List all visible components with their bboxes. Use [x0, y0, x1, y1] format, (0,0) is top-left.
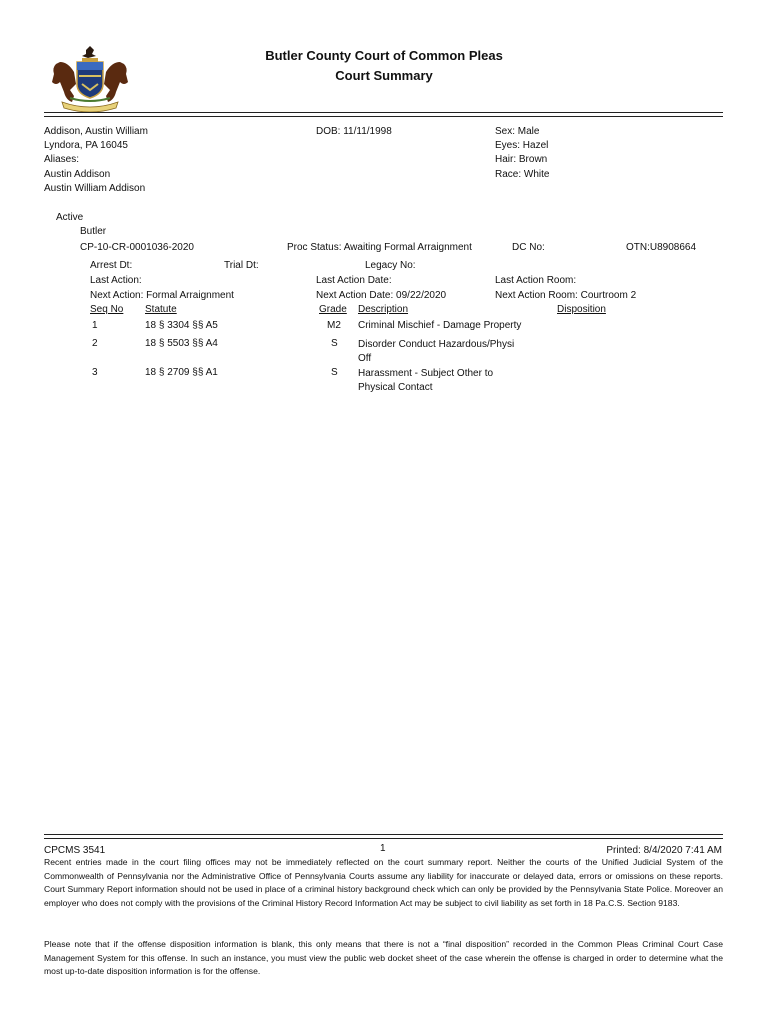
charge-grade: S [331, 367, 338, 378]
last-action-date: Last Action Date: [316, 275, 392, 286]
trial-date: Trial Dt: [224, 260, 259, 271]
charge-grade: M2 [327, 320, 341, 331]
arrest-date: Arrest Dt: [90, 260, 133, 271]
report-title: Court Summary [335, 68, 433, 83]
docket-number: CP-10-CR-0001036-2020 [80, 242, 194, 253]
charge-statute: 18 § 2709 §§ A1 [145, 367, 218, 378]
defendant-name: Addison, Austin William [44, 126, 148, 137]
footer-divider-bottom [44, 838, 723, 839]
dc-number: DC No: [512, 242, 545, 253]
col-header-seq: Seq No [90, 304, 124, 315]
page-number: 1 [380, 843, 386, 854]
charge-description-cont: Physical Contact [358, 382, 433, 393]
alias-item: Austin Addison [44, 169, 111, 180]
disclaimer-paragraph: Recent entries made in the court filing offices may not be immediately reflected on the court summary report. Neither the courts of the Unified Judicial System of the Commonwealth of Pennsylvania nor the Administrative Office of Pennsylvania Courts assume any liability for inaccurate or delayed data, errors or omissions on these reports. Court Summary Report information should not be used in place of a criminal history background check which can only be provided by the Pennsylvania State Police. Moreover an employer who does not comply with the provisions of the Criminal History Record Information Act may be subject to civil liability as set forth in 18 Pa.C.S. Section 9183. [44, 857, 723, 908]
charge-seq: 3 [92, 367, 98, 378]
legacy-number: Legacy No: [365, 260, 416, 271]
col-header-grade: Grade [319, 304, 347, 315]
footer-divider-top [44, 834, 723, 835]
proc-status: Proc Status: Awaiting Formal Arraignment [287, 242, 472, 253]
court-name: Butler County Court of Common Pleas [265, 48, 503, 63]
status-section: Active [56, 212, 84, 223]
charge-grade: S [331, 338, 338, 349]
charge-description-cont: Off [358, 353, 372, 364]
col-header-description: Description [358, 304, 409, 315]
eyes: Eyes: Hazel [495, 140, 549, 151]
header-divider-bottom [44, 116, 723, 117]
header-divider-top [44, 112, 723, 113]
charge-seq: 1 [92, 320, 98, 331]
otn-number: OTN:U8908664 [626, 242, 697, 253]
form-id: CPCMS 3541 [44, 845, 106, 856]
next-action-room: Next Action Room: Courtroom 2 [495, 290, 637, 301]
charge-statute: 18 § 5503 §§ A4 [145, 338, 218, 349]
col-header-disposition: Disposition [557, 304, 606, 315]
county-name: Butler [80, 226, 107, 237]
col-header-statute: Statute [145, 304, 177, 315]
next-action: Next Action: Formal Arraignment [90, 290, 234, 301]
printed-timestamp: Printed: 8/4/2020 7:41 AM [606, 845, 722, 856]
charge-description: Disorder Conduct Hazardous/Physi [358, 339, 515, 350]
sex: Sex: Male [495, 126, 540, 137]
dob: DOB: 11/11/1998 [316, 126, 392, 137]
disposition-note-paragraph: Please note that if the offense disposition information is blank, this only means that there is not a “final disposition” recorded in the Common Pleas Criminal Court Case Management System for this offense. In such an instance, you must view the public web docket sheet of the case wherein the offense is charged in order to determine what the most up-to-date disposition information is for the offense. [44, 939, 723, 977]
race: Race: White [495, 169, 550, 180]
aliases-label: Aliases: [44, 154, 80, 165]
defendant-address: Lyndora, PA 16045 [44, 140, 128, 151]
alias-item: Austin William Addison [44, 183, 146, 194]
last-action-room: Last Action Room: [495, 275, 577, 286]
charge-seq: 2 [92, 338, 98, 349]
charge-description: Criminal Mischief - Damage Property [358, 320, 522, 331]
hair: Hair: Brown [495, 154, 548, 165]
last-action: Last Action: [90, 275, 142, 286]
charge-statute: 18 § 3304 §§ A5 [145, 320, 218, 331]
next-action-date: Next Action Date: 09/22/2020 [316, 290, 447, 301]
charge-description: Harassment - Subject Other to [358, 368, 494, 379]
